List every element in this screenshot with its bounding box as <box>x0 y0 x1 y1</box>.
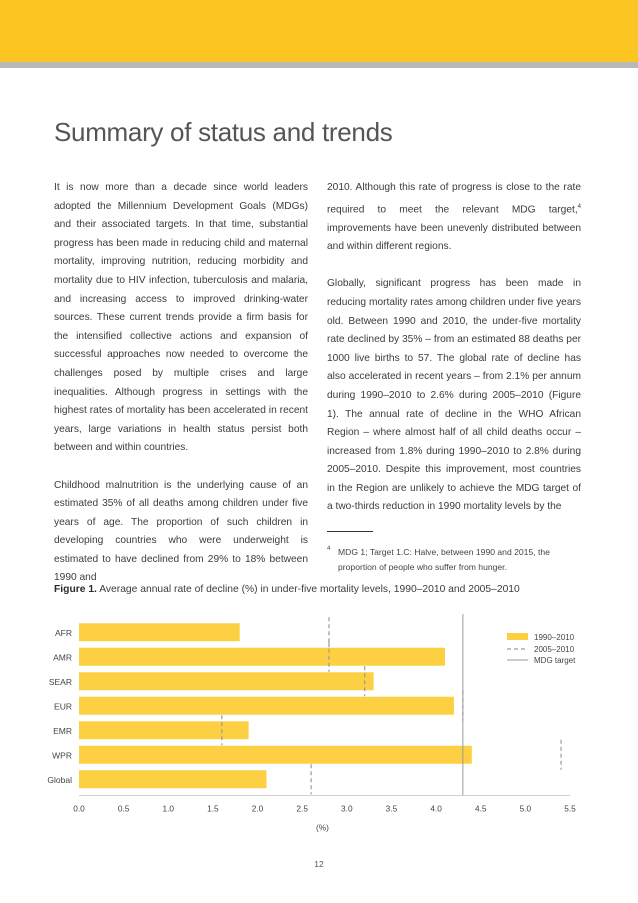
x-tick-label: 4.5 <box>474 803 487 814</box>
footnote <box>327 545 581 575</box>
x-tick-label: 3.0 <box>341 803 353 814</box>
footnote-marker: 4 <box>327 546 331 553</box>
figure-label: Figure 1. <box>54 584 97 595</box>
category-label: AFR <box>55 627 72 638</box>
bar-1990-2010 <box>79 672 374 690</box>
bar-1990-2010 <box>79 648 445 666</box>
x-tick-label: 0.5 <box>117 803 130 814</box>
right-column <box>327 179 581 575</box>
paragraph-progress <box>327 179 581 257</box>
x-tick-label: 2.5 <box>296 803 308 814</box>
x-tick-label: 5.0 <box>519 803 532 814</box>
x-tick-label: 5.5 <box>564 803 576 814</box>
decline-rate-chart <box>0 612 638 832</box>
category-label: AMR <box>53 652 72 663</box>
bar-1990-2010 <box>79 697 454 715</box>
footnote-divider <box>327 531 373 532</box>
x-tick-label: 1.5 <box>207 803 219 814</box>
header-band <box>0 0 638 62</box>
paragraph-progress-text-end: improvements have been unevenly distributed between and within different regions. <box>327 222 581 253</box>
category-label: EUR <box>54 701 72 712</box>
bar-1990-2010 <box>79 770 266 788</box>
footnote-reference: 4 <box>577 203 581 210</box>
figure-caption <box>54 584 520 595</box>
paragraph-malnutrition: Childhood malnutrition is the underlying cause of an estimated 35% of all deaths among children under five years of age. The proportion of such children in developing countries who were underweight is estimated to have declined from 29% to 18% between 1990 and <box>54 479 308 584</box>
bar-1990-2010 <box>79 721 249 739</box>
bar-1990-2010 <box>79 623 240 641</box>
legend-swatch-1990-2010 <box>507 633 528 640</box>
category-label: WPR <box>52 750 72 761</box>
left-column <box>54 179 308 607</box>
legend-label-mdg-target: MDG target <box>534 656 576 665</box>
category-label: SEAR <box>48 676 72 687</box>
legend-label-2005-2010: 2005–2010 <box>534 645 575 654</box>
page-number: 12 <box>314 859 324 869</box>
category-label: Global <box>47 774 72 785</box>
x-tick-label: 4.0 <box>430 803 442 814</box>
paragraph-global-mortality: Globally, significant progress has been made in reducing mortality rates among children under five years old. Between 1990 and 2010, the under-five mortality rate declined by 35% – from an estimated 88 deaths per 1000 live births to 57. The global rate of decline has also accelerated in recent years – from 2.1% per annum during 1990–2010 to 2.6% during 2005–2010 (Figure 1). The annual rate of decline in the WHO African Region – where almost half of all child deaths occur – increased from 1.8% during 1990–2010 to 2.8% during 2005–2010. Despite this improvement, most countries in the Region are unlikely to achieve the MDG target of a two-thirds reduction in 1990 mortality levels by the <box>327 278 581 513</box>
paragraph-intro: It is now more than a decade since world leaders adopted the Millennium Development Goals (MDGs) and their associated targets. In that time, substantial progress has been made in reducing child and maternal mortality, improving nutrition, reducing morbidity and mortality due to HIV infection, tuberculosis and malaria, and increasing access to improved drinking-water sources. These current trends provide a firm basis for the intensified collective actions and expansion of successful approaches now needed to overcome the challenges posed by multiple crises and large inequalities. Although progress in settings with the highest rates of mortality has been accelerated in recent years, large variations in health status persist both between and within countries. <box>54 182 308 454</box>
figure-caption-text: Average annual rate of decline (%) in under-five mortality levels, 1990–2010 and 2005–2010 <box>96 584 520 595</box>
x-tick-label: 0.0 <box>73 803 85 814</box>
x-tick-label: 3.5 <box>385 803 398 814</box>
paragraph-progress-text: 2010. Although this rate of progress is close to the rate required to meet the relevant MDG target, <box>327 182 581 215</box>
category-label: EMR <box>53 725 72 736</box>
header-rule <box>0 62 638 68</box>
x-tick-label: 2.0 <box>251 803 264 814</box>
page-title: Summary of status and trends <box>54 117 393 147</box>
footnote-text: MDG 1; Target 1.C: Halve, between 1990 and 2015, the proportion of people who suffer from hunger. <box>338 547 550 573</box>
bar-1990-2010 <box>79 746 472 764</box>
x-axis-title: (%) <box>316 822 329 832</box>
x-tick-label: 1.0 <box>162 803 175 814</box>
legend-label-1990-2010: 1990–2010 <box>534 633 575 642</box>
